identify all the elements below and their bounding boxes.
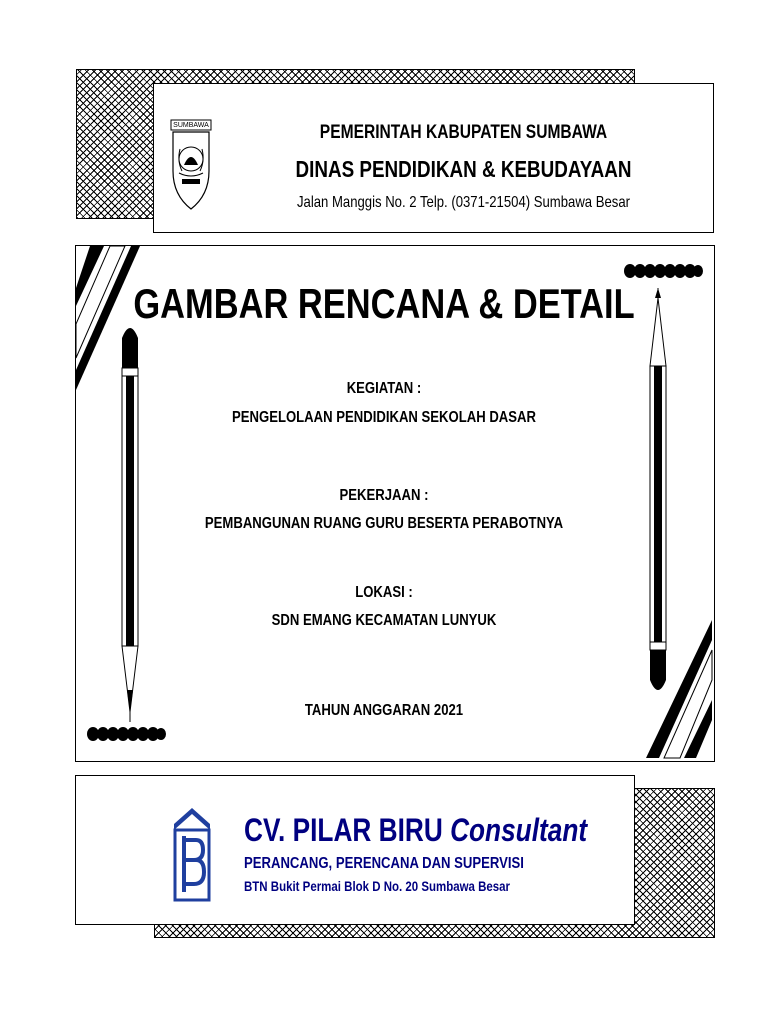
company-heading	[244, 812, 587, 848]
emblem-label: SUMBAWA	[173, 122, 209, 129]
bottom-left-bead-chain	[87, 727, 166, 741]
pekerjaan-label: PEKERJAAN :	[339, 487, 429, 504]
company-address: BTN Bukit Permai Blok D No. 20 Sumbawa Besar	[244, 878, 511, 894]
kegiatan-label: KEGIATAN :	[346, 380, 422, 397]
budget-year: TAHUN ANGGARAN 2021	[304, 702, 464, 719]
kegiatan-value: PENGELOLAAN PENDIDIKAN SEKOLAH DASAR	[232, 409, 536, 426]
department-name: DINAS PENDIDIKAN & KEBUDAYAAN	[295, 156, 632, 182]
pilar-biru-logo-icon	[172, 806, 212, 902]
top-right-bead-chain	[624, 264, 703, 278]
company-suffix: Consultant	[450, 812, 588, 848]
pekerjaan-value: PEMBANGUNAN RUANG GURU BESERTA PERABOTNYA	[204, 515, 564, 532]
company-name: CV. PILAR BIRU	[244, 812, 443, 848]
footer-panel	[75, 775, 635, 925]
lokasi-value: SDN EMANG KECAMATAN LUNYUK	[271, 612, 497, 629]
lokasi-label: LOKASI :	[355, 584, 413, 601]
department-address: Jalan Manggis No. 2 Telp. (0371-21504) Sumbawa Besar	[296, 194, 631, 211]
document-title: GAMBAR RENCANA & DETAIL	[133, 280, 635, 327]
company-services: PERANCANG, PERENCANA DAN SUPERVISI	[244, 855, 524, 872]
government-name: PEMERINTAH KABUPATEN SUMBAWA	[319, 122, 608, 143]
